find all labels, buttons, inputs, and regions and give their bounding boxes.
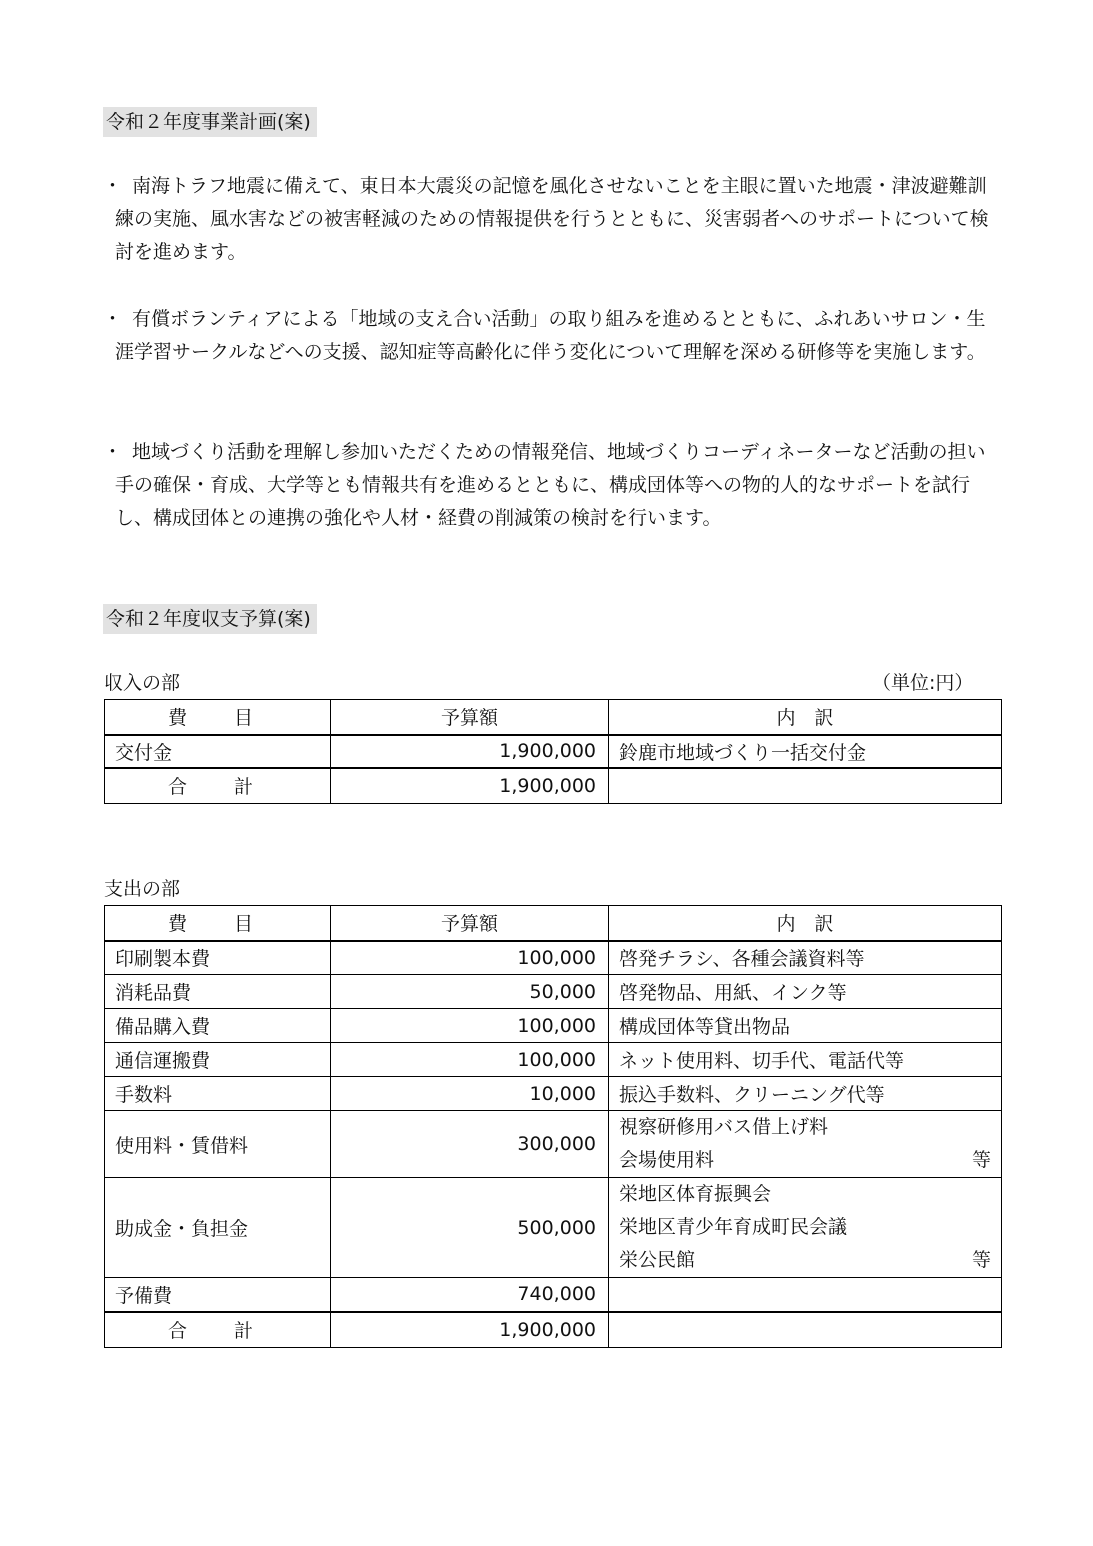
row-detail: 構成団体等貸出物品 [609,1009,1002,1043]
row-amount: 1,900,000 [331,735,609,768]
bullet-marker: ・ [103,175,123,197]
row-amount: 500,000 [331,1178,609,1278]
total-amount: 1,900,000 [331,1312,609,1348]
table-row [105,975,1002,1009]
plan-bullet-2 [103,303,1003,369]
total-label: 合 計 [105,1312,331,1348]
table-row [105,1278,1002,1312]
expense-header-row [105,906,1002,941]
row-item: 備品購入費 [105,1009,331,1043]
table-row [105,941,1002,975]
total-detail [609,768,1002,804]
row-detail: 鈴鹿市地域づくり一括交付金 [609,735,1002,768]
income-label: 収入の部 [104,672,181,694]
total-amount: 1,900,000 [331,768,609,804]
row-amount: 10,000 [331,1077,609,1111]
total-detail [609,1312,1002,1348]
row-item: 手数料 [105,1077,331,1111]
header-item: 費 目 [105,700,331,735]
header-detail: 内 訳 [609,700,1002,735]
row-detail: 振込手数料、クリーニング代等 [609,1077,1002,1111]
unit-label: （単位:円） [872,672,974,694]
row-item: 使用料・賃借料 [105,1111,331,1178]
table-row [105,1077,1002,1111]
detail-line: 栄公民館 [619,1249,696,1271]
detail-suffix: 等 [971,1249,991,1271]
row-amount: 100,000 [331,941,609,975]
detail-line: 会場使用料 [619,1149,715,1171]
row-detail-multiline [609,1111,1002,1178]
row-detail-multiline [609,1178,1002,1278]
plan-bullet-text: 有償ボランティアによる「地域の支え合い活動」の取り組みを進めるとともに、ふれあいサロン・生涯学習サークルなどへの支援、認知症等高齢化に伴う変化について理解を深める研修等を実施します。 [115,308,986,363]
header-amount: 予算額 [331,700,609,735]
row-detail: 啓発チラシ、各種会議資料等 [609,941,1002,975]
detail-suffix: 等 [971,1149,991,1171]
row-item: 助成金・負担金 [105,1178,331,1278]
plan-bullet-1 [103,170,1003,269]
row-amount: 100,000 [331,1009,609,1043]
plan-heading: 令和２年度事業計画(案) [103,107,317,137]
row-item: 消耗品費 [105,975,331,1009]
bullet-marker: ・ [103,308,123,330]
row-detail: 啓発物品、用紙、インク等 [609,975,1002,1009]
row-detail: ネット使用料、切手代、電話代等 [609,1043,1002,1077]
detail-line: 栄地区青少年育成町民会議 [619,1216,848,1238]
income-header-row [105,700,1002,735]
row-amount: 100,000 [331,1043,609,1077]
table-row-subsidy [105,1178,1002,1278]
header-amount: 予算額 [331,906,609,941]
plan-bullet-3 [103,436,1003,535]
table-row [105,1043,1002,1077]
plan-bullet-text: 地域づくり活動を理解し参加いただくための情報発信、地域づくりコーディネーターなど活動の担い手の確保・育成、大学等とも情報共有を進めるとともに、構成団体等への物的人的なサポートを試行し、構成団体との連携の強化や人材・経費の削減策の検討を行います。 [115,441,986,529]
row-amount: 50,000 [331,975,609,1009]
plan-bullet-text: 南海トラフ地震に備えて、東日本大震災の記憶を風化させないことを主眼に置いた地震・津波避難訓練の実施、風水害などの被害軽減のための情報提供を行うとともに、災害弱者へのサポートについて検討を進めます。 [115,175,989,263]
income-table [104,699,1002,804]
expense-table [104,905,1002,1348]
header-detail: 内 訳 [609,906,1002,941]
detail-line: 視察研修用バス借上げ料 [619,1116,829,1138]
row-item: 交付金 [105,735,331,768]
table-row [105,1009,1002,1043]
row-item: 通信運搬費 [105,1043,331,1077]
budget-heading: 令和２年度収支予算(案) [103,604,317,634]
income-total-row [105,768,1002,804]
total-label: 合 計 [105,768,331,804]
table-row-rent [105,1111,1002,1178]
row-detail [609,1278,1002,1312]
row-amount: 300,000 [331,1111,609,1178]
row-item: 予備費 [105,1278,331,1312]
row-item: 印刷製本費 [105,941,331,975]
detail-line: 栄地区体育振興会 [619,1183,772,1205]
header-item: 費 目 [105,906,331,941]
expense-label: 支出の部 [104,878,181,900]
bullet-marker: ・ [103,441,123,463]
row-amount: 740,000 [331,1278,609,1312]
expense-total-row [105,1312,1002,1348]
table-row [105,735,1002,768]
